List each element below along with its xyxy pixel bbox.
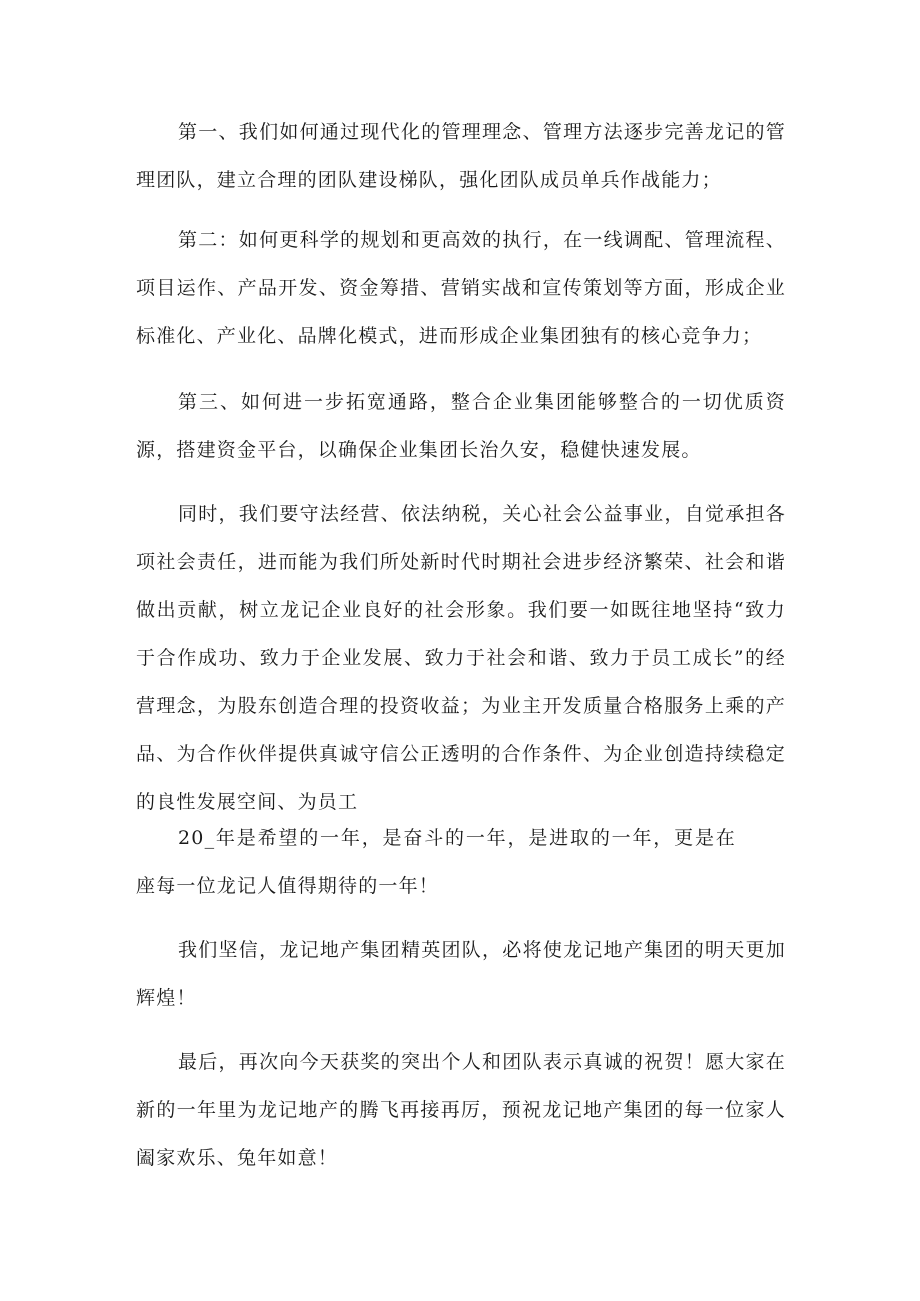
paragraph-resource-integration: 第三、如何进一步拓宽通路，整合企业集团能够整合的一切优质资源，搭建资金平台，以确保企业集团长治久安，稳健快速发展。: [136, 391, 786, 461]
paragraph-closing-wishes: 最后，再次向今天获奖的突出个人和团队表示真诚的祝贺！愿大家在新的一年里为龙记地产的腾飞再接再厉，预祝龙记地产集团的每一位家人阖家欢乐、兔年如意！: [136, 1051, 786, 1169]
paragraph-confidence: 我们坚信，龙记地产集团精英团队，必将使龙记地产集团的明天更加辉煌！: [136, 939, 786, 1009]
paragraph-social-responsibility: 同时，我们要守法经营、依法纳税，关心社会公益事业，自觉承担各项社会责任，进而能为我们所处新时代时期社会进步经济繁荣、社会和谐做出贡献，树立龙记企业良好的社会形象。我们要一如既往地坚持“致力于合作成功、致力于企业发展、致力于社会和谐、致力于员工成长”的经营理念，为股东创造合理的投资收益；为业主开发质量合格服务上乘的产品、为合作伙伴提供真诚守信公正透明的合作条件、为企业创造持续稳定的良性发展空间、为员工: [136, 503, 786, 813]
paragraph-year-outlook: 20_年是希望的一年，是奋斗的一年，是进取的一年，更是在座每一位龙记人值得期待的一年！: [136, 827, 736, 897]
paragraph-management-team: 第一、我们如何通过现代化的管理理念、管理方法逐步完善龙记的管理团队，建立合理的团队建设梯队，强化团队成员单兵作战能力；: [136, 121, 786, 191]
paragraph-planning-execution: 第二：如何更科学的规划和更高效的执行，在一线调配、管理流程、项目运作、产品开发、资金筹措、营销实战和宣传策划等方面，形成企业标准化、产业化、品牌化模式，进而形成企业集团独有的核心竞争力；: [136, 229, 786, 347]
